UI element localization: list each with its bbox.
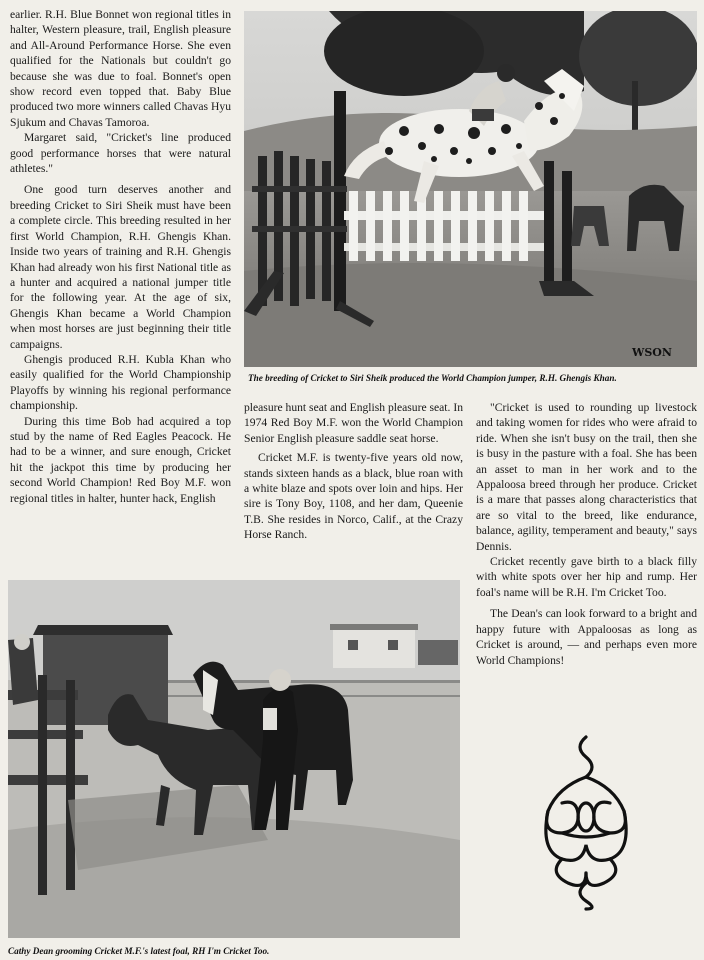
right-paragraph-1: "Cricket is used to rounding up livestock and taking women for rides who were afraid to ride. When she isn't busy on the trail, then she is busy in the pasture with a foal. She has been an asset to man in her work and to the Appaloosa breed through her produce. Cricket is a mare that passes along characteristics that are so vital to the breed, like endurance, balance, agility, temperament and beauty," says Dennis.	[476, 401, 697, 553]
right-paragraph-2: Cricket recently gave birth to a black filly with white spots over her hip and rump. Her foal's name will be R.H. I'm Cricket Too.	[476, 555, 697, 599]
left-paragraph-1: earlier. R.H. Blue Bonnet won regional titles in halter, Western pleasure, trail, English pleasure and All-Around Performance Horse. She even qualified for the Nationals but couldn't go because she was due to foal. Bonnet's open show record even topped that. Baby Blue produced two more winners called Chavas Hyu Sjukum and Chavas Tamoroa.	[10, 8, 231, 129]
left-column	[10, 7, 231, 506]
flourish-icon	[538, 733, 634, 911]
middle-paragraph-1: pleasure hunt seat and English pleasure seat. In 1974 Red Boy M.F. won the World Champion Senior English pleasure saddle seat horse.	[244, 401, 463, 445]
left-paragraph-5: During this time Bob had acquired a top stud by the name of Red Eagles Peacock. He had to be a winner, and sure enough, Cricket hit the jackpot this time by producing her second World Champion! Red Boy M.F. won regional titles in halter, hunter hack, English	[10, 414, 231, 505]
decorative-flourish-ornament	[538, 733, 634, 911]
right-column	[476, 400, 697, 668]
left-paragraph-4: Ghengis produced R.H. Kubla Khan who easily qualified for the World Championship Playoffs by winning his regional performance championship.	[10, 352, 231, 413]
right-paragraph-3: The Dean's can look forward to a bright and happy future with Appaloosas as long as Cricket is around, — and perhaps even more World Champions!	[476, 607, 697, 667]
grooming-photo-illustration	[8, 580, 460, 938]
jumper-photo	[244, 11, 697, 367]
left-paragraph-3: One good turn deserves another and breeding Cricket to Siri Sheik must have been a complete circle. This breeding resulted in her first World Champion, R.H. Ghengis Khan. Inside two years of training and R.H. Ghengis Khan had already won his first National title as a hunter and acquired a national jumper title for the following year. At the age of six, Ghengis Khan became a World Champion when most horses are just beginning their title campaigns.	[10, 183, 231, 351]
jumper-photo-caption: The breeding of Cricket to Siri Sheik produced the World Champion jumper, R.H. Ghengis Khan.	[248, 373, 617, 383]
jumper-photo-illustration	[244, 11, 697, 367]
grooming-photo-caption: Cathy Dean grooming Cricket M.F.'s latest foal, RH I'm Cricket Too.	[8, 946, 270, 956]
svg-text:WSON: WSON	[632, 346, 672, 359]
left-paragraph-2: Margaret said, "Cricket's line produced good performance horses that were natural athletes."	[10, 131, 231, 176]
middle-paragraph-2: Cricket M.F. is twenty-five years old now, stands sixteen hands as a black, blue roan with a white blaze and spots over loin and hips. Her sire is Tony Boy, 1108, and her dam, Queenie T.B. She resides in Norco, Calif., at the Crazy Horse Ranch.	[244, 451, 463, 542]
grooming-photo	[8, 580, 460, 938]
middle-column	[244, 400, 463, 543]
